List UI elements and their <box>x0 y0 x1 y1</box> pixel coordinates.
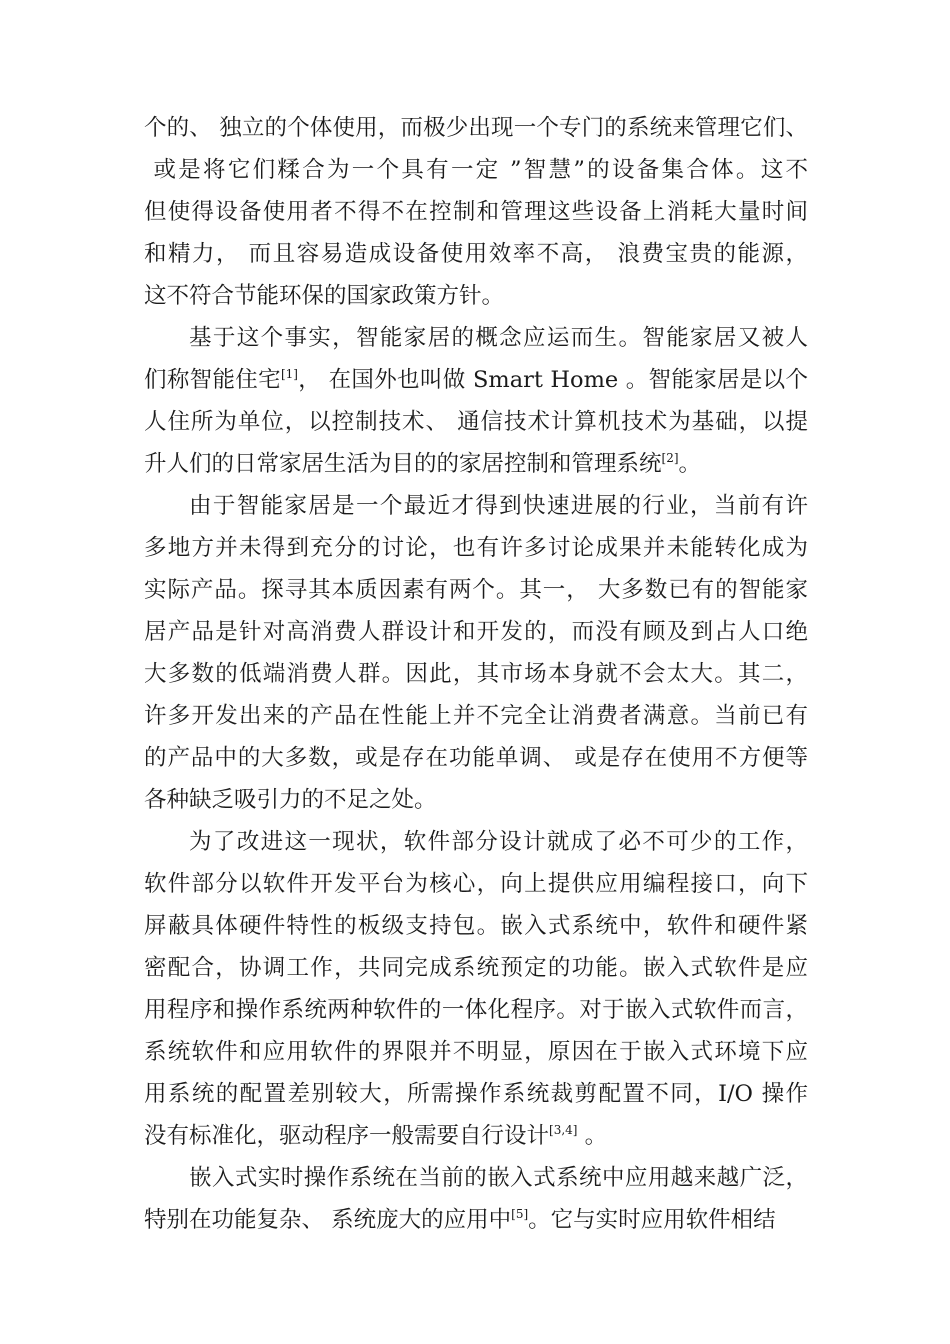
text-line <box>144 906 808 946</box>
text-line <box>144 360 808 400</box>
line-text: 用程序和操作系统两种软件的一体化程序。对于嵌入式软件而言， <box>144 997 808 1023</box>
line-text: 用系统的配置差别较大，所需操作系统裁剪配置不同，I/O 操作 <box>144 1081 808 1107</box>
text-line <box>144 1116 808 1156</box>
line-text: 居产品是针对高消费人群设计和开发的，而没有顾及到占人口绝 <box>144 619 808 645</box>
text-line <box>144 276 808 316</box>
line-text-continued: 。 <box>678 451 702 477</box>
line-text: 许多开发出来的产品在性能上并不完全让消费者满意。当前已有 <box>144 703 808 729</box>
text-line <box>144 612 808 652</box>
line-text: 没有标准化，驱动程序一般需要自行设计 <box>144 1123 550 1149</box>
text-line <box>144 738 808 778</box>
text-line <box>144 234 808 274</box>
text-line <box>144 990 808 1030</box>
text-line <box>189 822 808 862</box>
text-line <box>189 1158 808 1198</box>
text-line <box>144 864 808 904</box>
line-text: 个的、 独立的个体使用，而极少出现一个专门的系统来管理它们、 <box>144 115 808 141</box>
citation-ref: [3,4] <box>549 1123 578 1137</box>
line-text: 基于这个事实，智能家居的概念应运而生。智能家居又被人 <box>189 325 808 351</box>
line-text: 为了改进这一现状，软件部分设计就成了必不可少的工作， <box>189 829 808 855</box>
text-line <box>144 1200 808 1240</box>
line-text: 特别在功能复杂、 系统庞大的应用中 <box>144 1207 512 1233</box>
line-text: 多地方并未得到充分的讨论，也有许多讨论成果并未能转化成为 <box>144 535 808 561</box>
line-text: 屏蔽具体硬件特性的板级支持包。嵌入式系统中，软件和硬件紧 <box>144 913 808 939</box>
text-line <box>144 1032 808 1072</box>
text-line <box>144 528 808 568</box>
line-text: 这不符合节能环保的国家政策方针。 <box>144 283 505 309</box>
line-text-continued: ， 在国外也叫做 Smart Home 。智能家居是以个 <box>297 367 808 393</box>
line-text: 但使得设备使用者不得不在控制和管理这些设备上消耗大量时间 <box>144 199 808 225</box>
text-line <box>189 318 808 358</box>
text-line <box>144 654 808 694</box>
line-text: 软件部分以软件开发平台为核心，向上提供应用编程接口，向下 <box>144 871 808 897</box>
line-text: 嵌入式实时操作系统在当前的嵌入式系统中应用越来越广泛， <box>189 1165 808 1191</box>
line-text: 或是将它们糅合为一个具有一定 ”智慧”的设备集合体。这不 <box>144 157 808 183</box>
text-line <box>144 402 808 442</box>
text-line <box>144 150 808 190</box>
citation-ref: [1] <box>280 367 298 381</box>
citation-ref: [5] <box>511 1207 529 1221</box>
text-line <box>144 192 808 232</box>
line-text-continued: 。 <box>577 1123 608 1149</box>
line-text: 由于智能家居是一个最近才得到快速进展的行业，当前有许 <box>189 493 808 519</box>
text-line <box>144 948 808 988</box>
line-text: 升人们的日常家居生活为目的的家居控制和管理系统 <box>144 451 662 477</box>
text-line <box>144 444 808 484</box>
line-text: 和精力， 而且容易造成设备使用效率不高， 浪费宝贵的能源， <box>144 241 808 267</box>
line-text: 系统软件和应用软件的界限并不明显，原因在于嵌入式环境下应 <box>144 1039 808 1065</box>
text-line <box>144 570 808 610</box>
text-line <box>144 696 808 736</box>
text-line <box>144 780 808 820</box>
line-text: 大多数的低端消费人群。因此，其市场本身就不会太大。其二， <box>144 661 808 687</box>
text-line <box>144 1074 808 1114</box>
line-text: 密配合，协调工作，共同完成系统预定的功能。嵌入式软件是应 <box>144 955 808 981</box>
line-text: 实际产品。探寻其本质因素有两个。其一， 大多数已有的智能家 <box>144 577 808 603</box>
text-line <box>189 486 808 526</box>
line-text: 人住所为单位，以控制技术、 通信技术计算机技术为基础，以提 <box>144 409 808 435</box>
line-text: 的产品中的大多数，或是存在功能单调、 或是存在使用不方便等 <box>144 745 808 771</box>
text-line <box>144 108 808 148</box>
line-text-continued: 。它与实时应用软件相结 <box>528 1207 776 1233</box>
line-text: 各种缺乏吸引力的不足之处。 <box>144 787 437 813</box>
line-text: 们称智能住宅 <box>144 367 281 393</box>
citation-ref: [2] <box>661 451 679 465</box>
